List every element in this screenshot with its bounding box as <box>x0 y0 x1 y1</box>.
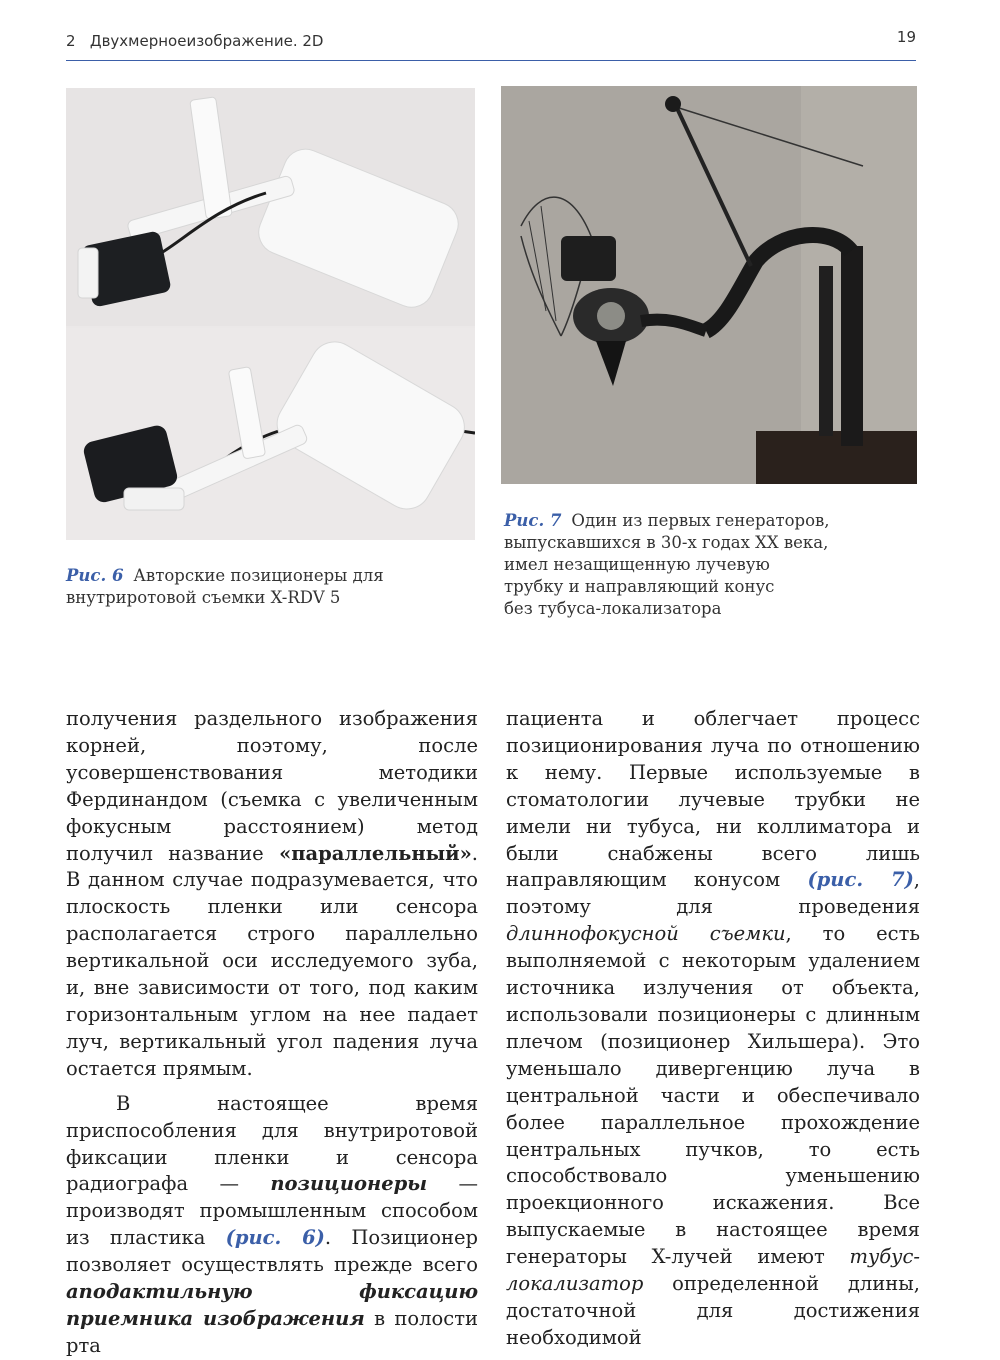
figure-7-caption <box>504 510 830 620</box>
term-long-focus: длиннофокусной съемки <box>506 922 786 946</box>
left-column <box>66 706 478 1360</box>
text-run: , поэтому для проведения <box>506 868 920 919</box>
text-run: — производят промышленным способом из пластика <box>66 1172 478 1250</box>
paragraph-3 <box>506 706 920 1352</box>
paragraph-1 <box>66 706 478 1083</box>
term-positioners: позиционеры <box>270 1172 428 1196</box>
xray-generator-illustration <box>501 86 917 484</box>
figure-7-label: Рис. 7 <box>504 511 562 530</box>
figure-6-caption-line1: Авторские позиционеры для <box>133 566 384 585</box>
positioner-illustration <box>66 88 475 540</box>
figure-6-caption <box>66 565 384 609</box>
figure-7-caption-line4: трубку и направляющий конус <box>504 577 775 596</box>
text-run: , то есть выполняемой с некоторым удалением источника излучения от объекта, использовали позиционеры с длинным плечом (позиционер Хильшера). Это уменьшало дивергенцию луча в центральной части и обеспечивало более параллельное прохождение центральных пучков, то есть способствовало уменьшению проекционного искажения. Все выпускаемые в настоящее время генераторы X-лучей имеют <box>506 922 920 1269</box>
text-run: получения раздельного изображения корней, поэтому, после усовершенствования методики Фердинандом (съемка с увеличенным фокусным расстоянием) метод получил название <box>66 707 478 865</box>
page-number: 19 <box>896 28 916 46</box>
figure-7-caption-line1: Один из первых генераторов, <box>571 511 830 530</box>
figure-6-reference[interactable]: (рис. 6) <box>225 1226 325 1250</box>
figure-7-caption-line5: без тубуса-локализатора <box>504 599 722 618</box>
running-header <box>66 28 916 61</box>
term-tube-localizer: тубус-локализатор <box>506 1245 920 1296</box>
figure-6-photo <box>66 88 475 540</box>
text-run: В настоящее время приспособления для внутриротовой фиксации пленки и сенсора радиографа — <box>66 1091 478 1196</box>
figure-7-photo <box>501 86 917 484</box>
term-apodactyl-fixation: аподактильную фиксацию приемника изображения <box>66 1280 478 1330</box>
figure-7-caption-line2: выпускавшихся в 30-х годах XX века, <box>504 533 829 552</box>
text-run: пациента и облегчает процесс позиционирования луча по отношению к нему. Первые используемые в стоматологии лучевые трубки не имели ни тубуса, ни коллиматора и были снабжены всего лишь направляющим конусом <box>506 707 920 892</box>
figure-7-caption-line3: имел незащищенную лучевую <box>504 555 770 574</box>
right-column <box>506 706 920 1352</box>
term-parallel: «параллельный» <box>279 841 472 865</box>
paragraph-2 <box>66 1091 478 1360</box>
figure-6-caption-line2: внутриротовой съемки X-RDV 5 <box>66 588 341 607</box>
figure-6-label: Рис. 6 <box>66 566 124 585</box>
text-run: определенной длины, достаточной для достижения необходимой <box>506 1272 920 1349</box>
figure-7-reference[interactable]: (рис. 7) <box>807 868 914 892</box>
text-run: . Позиционер позволяет осуществлять прежде всего <box>66 1226 478 1277</box>
text-run: . В данном случае подразумевается, что плоскость пленки или сенсора располагается строго параллельно вертикальной оси исследуемого зуба, и, вне зависимости от того, под каким горизонтальным углом на нее падает луч, вертикальный угол падения луча остается прямым. <box>66 841 478 1080</box>
chapter-title: 2 Двухмерноеизображение. 2D <box>66 32 324 50</box>
text-run: в полости рта <box>66 1306 478 1357</box>
